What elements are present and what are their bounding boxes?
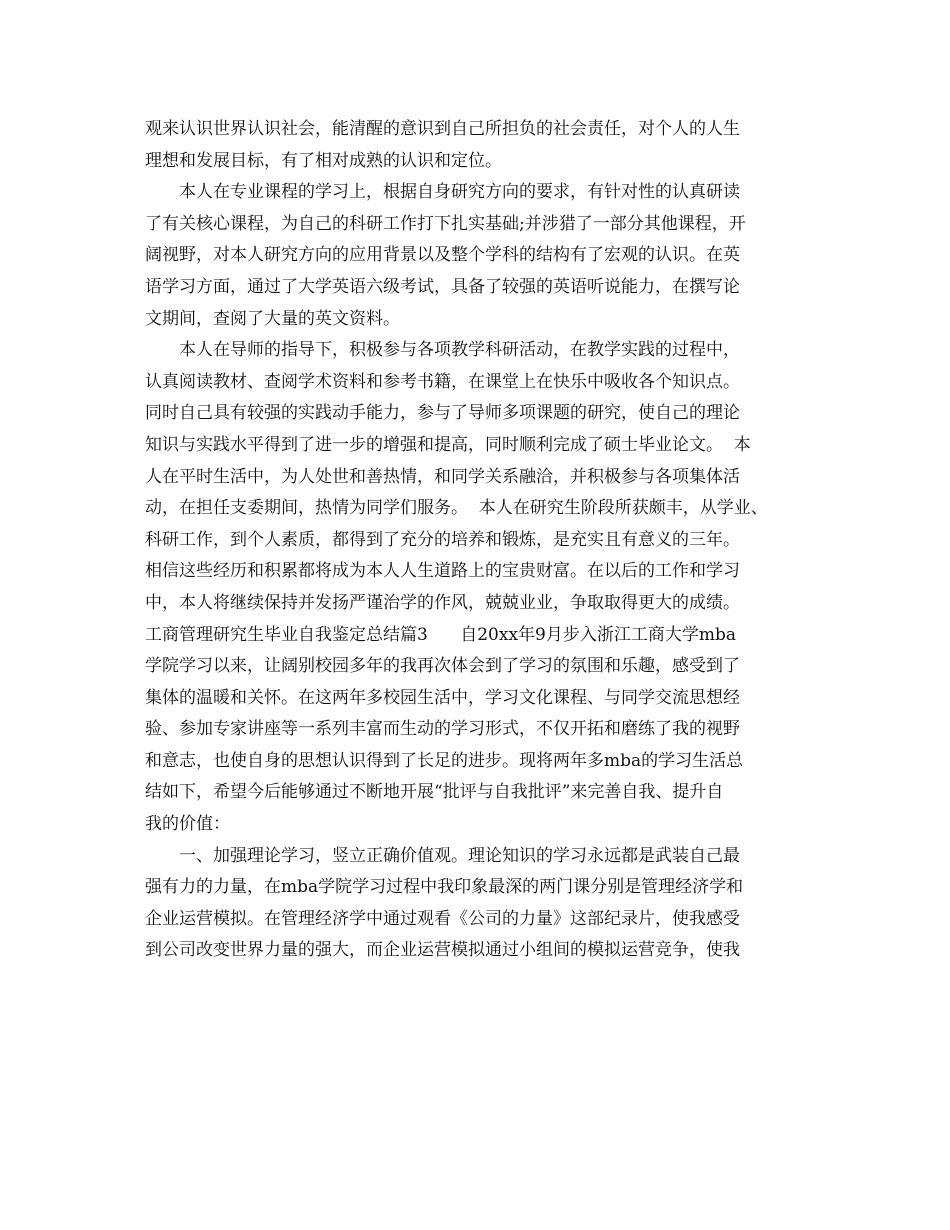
body-text: [145, 114, 825, 967]
text-line: 阔视野，对本人研究方向的应用背景以及整个学科的结构有了宏观的认识。在英: [145, 245, 740, 266]
text-line: 科研工作，到个人素质，都得到了充分的培养和锻炼，是充实且有意义的三年。: [145, 529, 740, 550]
text-line: 集体的温暖和关怀。在这两年多校园生活中，学习文化课程、与同学交流思想经: [145, 687, 740, 708]
text-line: 相信这些经历和积累都将成为本人人生道路上的宝贵财富。在以后的工作和学习: [145, 561, 740, 582]
text-line: 企业运营模拟。在管理经济学中通过观看《公司的力量》这部纪录片，使我感受: [145, 908, 740, 929]
text-line: 结如下，希望今后能够通过不断地开展“批评与自我批评”来完善自我、提升自: [145, 782, 724, 803]
text-line: 文期间，查阅了大量的英文资料。: [145, 308, 400, 329]
section-heading-line: 工商管理研究生毕业自我鉴定总结篇3 自20xx年9月步入浙江工商大学mba: [145, 624, 736, 645]
paragraph-start: 本人在导师的指导下，积极参与各项教学科研活动，在教学实践的过程中，: [179, 340, 740, 361]
text-line: 语学习方面，通过了大学英语六级考试，具备了较强的英语听说能力，在撰写论: [145, 276, 740, 297]
text-line: 学院学习以来，让阔别校园多年的我再次体会到了学习的氛围和乐趣，感受到了: [145, 656, 740, 677]
text-line: 和意志，也使自身的思想认识得到了长足的进步。现将两年多mba的学习生活总: [145, 750, 744, 771]
text-line: 中，本人将继续保持并发扬严谨治学的作风，兢兢业业，争取取得更大的成绩。: [145, 592, 740, 613]
text-line: 强有力的力量，在mba学院学习过程中我印象最深的两门课分别是管理经济学和: [145, 877, 744, 898]
text-line: 人在平时生活中，为人处世和善热情，和同学关系融洽，并积极参与各项集体活: [145, 466, 740, 487]
text-line: 认真阅读教材、查阅学术资料和参考书籍，在课堂上在快乐中吸收各个知识点。: [145, 371, 740, 392]
text-line: 知识与实践水平得到了进一步的增强和提高，同时顺利完成了硕士毕业论文。 本: [145, 434, 751, 455]
text-line: 观来认识世界认识社会，能清醒的意识到自己所担负的社会责任，对个人的人生: [145, 119, 740, 139]
text-line: 验、参加专家讲座等一系列丰富而生动的学习形式，不仅开拓和磨练了我的视野: [145, 719, 740, 740]
text-line: 到公司改变世界力量的强大，而企业运营模拟通过小组间的模拟运营竞争，使我: [145, 940, 740, 961]
paragraph-start: 一、加强理论学习，竖立正确价值观。理论知识的学习永远都是武装自己最: [179, 845, 740, 866]
text-line: 理想和发展目标，有了相对成熟的认识和定位。: [145, 150, 502, 171]
text-line: 我的价值：: [145, 814, 230, 835]
text-line: 动，在担任支委期间，热情为同学们服务。 本人在研究生阶段所获颇丰，从学业、: [145, 498, 768, 519]
text-line: 同时自己具有较强的实践动手能力，参与了导师多项课题的研究，使自己的理论: [145, 403, 740, 424]
paragraph-start: 本人在专业课程的学习上，根据自身研究方向的要求，有针对性的认真研读: [179, 182, 740, 203]
text-line: 了有关核心课程，为自己的科研工作打下扎实基础;并涉猎了一部分其他课程，开: [145, 213, 746, 234]
